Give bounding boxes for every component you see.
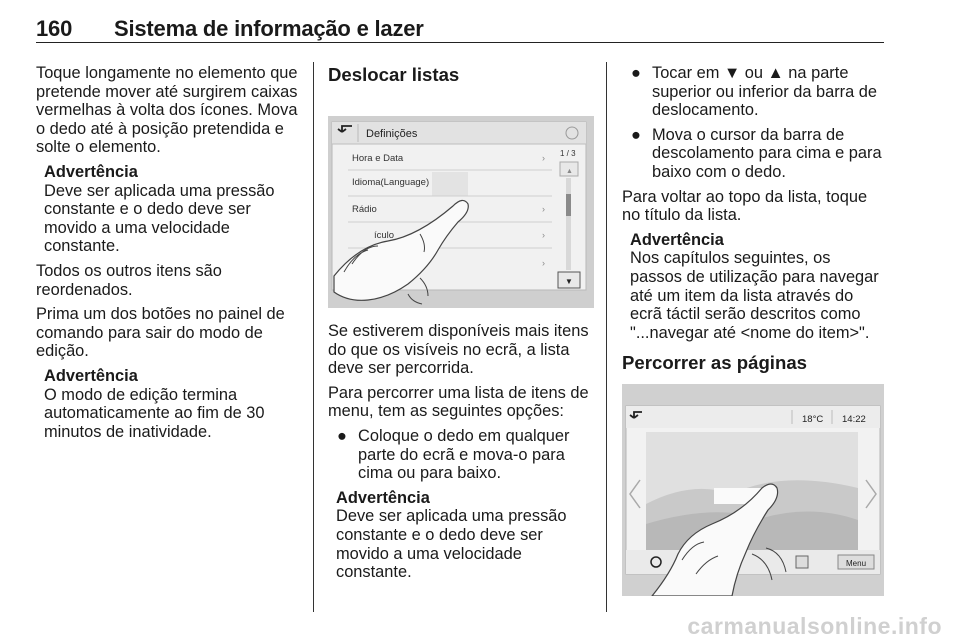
menu-label: Menu bbox=[846, 559, 867, 569]
paragraph-back-to-top: Para voltar ao topo da lista, toque no título da lista. bbox=[622, 187, 868, 225]
column-3 bbox=[622, 64, 884, 596]
section-heading-page-browsing: Percorrer as páginas bbox=[622, 352, 808, 374]
bullet-item bbox=[622, 126, 884, 182]
column-1 bbox=[36, 64, 304, 447]
bullet-text: Coloque o dedo em qualquer parte do ecrã e mova-o para cima ou para baixo. bbox=[358, 426, 570, 483]
paragraph-reordered: Todos os outros itens são reordenados. bbox=[36, 261, 222, 299]
note-pressure bbox=[36, 163, 304, 256]
paragraph-exit-edit: Prima um dos botões no painel de comando para sair do modo de edição. bbox=[36, 305, 285, 361]
svg-text:›: › bbox=[542, 230, 545, 240]
list-item[interactable]: ículo bbox=[374, 230, 395, 241]
clock: 14:22 bbox=[842, 414, 866, 426]
column-2 bbox=[328, 64, 594, 588]
note-title: Advertência bbox=[630, 230, 724, 249]
note-navigation bbox=[622, 231, 884, 343]
page-counter: 1 / 3 bbox=[560, 149, 576, 158]
page-title: Sistema de informação e lazer bbox=[114, 16, 424, 41]
paragraph-move-element: Toque longamente no elemento que pretende mover até surgirem caixas vermelhas à volta dos ícones. Mova o dedo até à posição pretendida e solte o elemento. bbox=[36, 64, 298, 157]
note-text: Deve ser aplicada uma pressão constante e o dedo deve ser movido a uma velocidade constante. bbox=[336, 507, 567, 582]
bullet-dot: ● bbox=[631, 64, 641, 82]
column-divider-1 bbox=[313, 62, 314, 612]
svg-text:▲: ▲ bbox=[566, 168, 573, 175]
bullet-item bbox=[622, 64, 884, 120]
bullet-text: Tocar em ▼ ou ▲ na parte superior ou inferior da barra de deslocamento. bbox=[652, 64, 878, 120]
note-edit-timeout bbox=[36, 367, 304, 441]
paragraph-options: Para percorrer uma lista de itens de menu, tem as seguintes opções: bbox=[328, 383, 589, 421]
note-title: Advertência bbox=[44, 366, 138, 385]
note-pressure-2 bbox=[328, 489, 594, 582]
list-item[interactable]: Idioma(Language) bbox=[352, 177, 430, 188]
bullet-dot: ● bbox=[631, 125, 641, 144]
scrollbar-thumb[interactable] bbox=[566, 194, 571, 216]
section-heading-scroll-lists: Deslocar listas bbox=[328, 64, 460, 85]
note-text: Nos capítulos seguintes, os passos de utilização para navegar até um item da lista através do ecrã táctil serão descritos como "...navegar até <nome do item>". bbox=[630, 249, 879, 342]
svg-text:›: › bbox=[542, 258, 545, 268]
bullet-item bbox=[328, 427, 594, 483]
page-number: 160 bbox=[36, 16, 73, 41]
note-text: Deve ser aplicada uma pressão constante e o dedo deve ser movido a uma velocidade constante. bbox=[44, 181, 275, 256]
svg-text:›: › bbox=[542, 153, 545, 163]
play-button[interactable] bbox=[796, 556, 808, 568]
paragraph-more-items: Se estiverem disponíveis mais itens do que os visíveis no ecrã, a lista deve ser percorrida. bbox=[328, 322, 589, 378]
svg-text:›: › bbox=[542, 204, 545, 214]
note-title: Advertência bbox=[336, 488, 430, 507]
column-divider-2 bbox=[606, 62, 607, 612]
page-swipe-illustration bbox=[622, 384, 884, 596]
note-text: O modo de edição termina automaticamente ao fim de 30 minutos de inatividade. bbox=[44, 385, 265, 441]
bullet-dot: ● bbox=[337, 426, 347, 445]
settings-list-illustration bbox=[328, 96, 594, 308]
temperature: 18°C bbox=[802, 414, 824, 426]
bullet-text: Mova o cursor da barra de descolamento para cima e para baixo com o dedo. bbox=[652, 125, 882, 181]
list-title[interactable]: Definições bbox=[366, 128, 418, 140]
note-title: Advertência bbox=[44, 162, 138, 181]
list-item[interactable]: Rádio bbox=[352, 204, 377, 215]
list-item[interactable]: Hora e Data bbox=[352, 153, 404, 164]
page-header bbox=[36, 12, 884, 43]
svg-text:▼: ▼ bbox=[565, 277, 573, 286]
watermark: carmanualsonline.info bbox=[687, 613, 942, 639]
